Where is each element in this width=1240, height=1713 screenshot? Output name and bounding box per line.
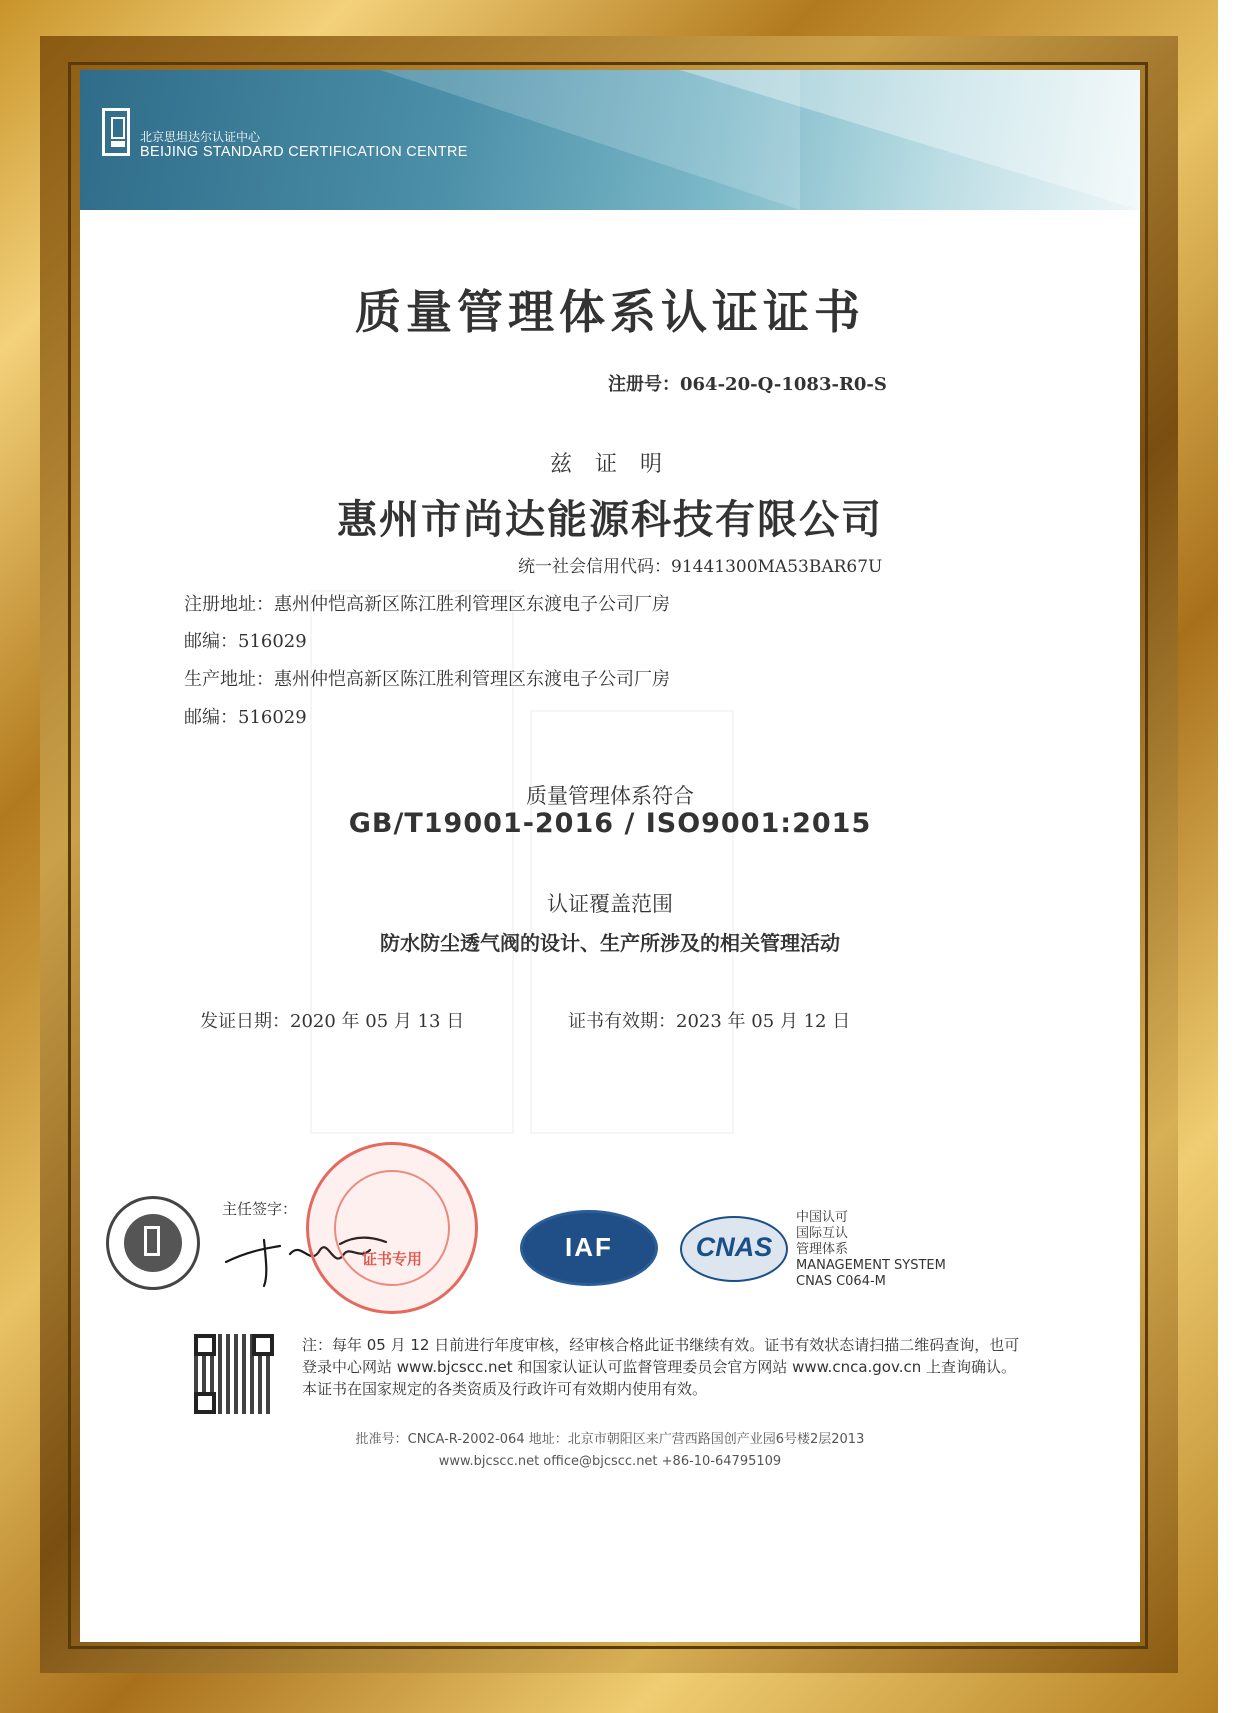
certify-label: 兹 证 明 <box>550 452 670 477</box>
validity-note: 注：每年 05 月 12 日前进行年度审核，经审核合格此证书继续有效。证书有效状态请扫描二维码查询，也可登录中心网站 www.bjcscc.net 和国家认证认可监督管理委员会官方网站 www.cnca.gov.cn 上查询确认。本证书在国家规定的各类资质及行政许可有效期内使用有效。 <box>302 1336 1020 1398</box>
cnas-logo-text: CNAS <box>695 1232 773 1262</box>
production-postcode: 邮编：516029 <box>184 707 307 728</box>
watermark-shape <box>530 710 734 1134</box>
issue-date: 发证日期：2020 年 05 月 13 日 <box>200 1011 465 1032</box>
standard-name: GB/T19001-2016 / ISO9001:2015 <box>348 808 872 839</box>
bscc-logo-icon <box>102 108 130 156</box>
bscc-seal-icon <box>124 1214 182 1272</box>
footer-contact: www.bjcscc.net office@bjcscc.net +86-10-64795109 <box>438 1454 782 1469</box>
banner-decoration <box>680 70 1140 210</box>
iaf-logo-text: IAF <box>565 1232 613 1262</box>
registered-address: 注册地址：惠州仲恺高新区陈江胜利管理区东渡电子公司厂房 <box>184 594 670 615</box>
registration-number: 注册号：064-20-Q-1083-R0-S <box>608 374 887 395</box>
credit-code: 统一社会信用代码：91441300MA53BAR67U <box>518 557 883 577</box>
cnas-line: MANAGEMENT SYSTEM <box>796 1258 946 1273</box>
org-name-en: BEIJING STANDARD CERTIFICATION CENTRE <box>140 144 468 160</box>
cnas-line: 国际互认 <box>796 1226 849 1241</box>
footer-address: 批准号：CNCA-R-2002-064 地址：北京市朝阳区来广营西路国创产业园6号楼2层2013 <box>355 1432 865 1447</box>
qr-finder <box>194 1334 216 1356</box>
production-address: 生产地址：惠州仲恺高新区陈江胜利管理区东渡电子公司厂房 <box>184 669 670 690</box>
seal-text: 证书专用 <box>361 1250 422 1268</box>
signature-label: 主任签字： <box>222 1200 298 1218</box>
valid-date: 证书有效期：2023 年 05 月 12 日 <box>568 1011 851 1032</box>
company-name: 惠州市尚达能源科技有限公司 <box>337 496 883 543</box>
certificate-paper <box>80 70 1140 1642</box>
cnas-info <box>796 1210 946 1290</box>
certificate-title: 质量管理体系认证证书 <box>355 285 865 339</box>
cnas-line: 管理体系 <box>796 1242 849 1257</box>
cnas-line: 中国认可 <box>796 1210 849 1225</box>
org-name-cn: 北京思坦达尔认证中心 <box>140 130 261 144</box>
scope-text: 防水防尘透气阀的设计、生产所涉及的相关管理活动 <box>380 931 840 955</box>
conform-label: 质量管理体系符合 <box>526 784 694 808</box>
scope-label: 认证覆盖范围 <box>547 892 673 916</box>
qr-finder <box>194 1392 216 1414</box>
cnas-line: CNAS C064-M <box>796 1274 886 1289</box>
registered-postcode: 邮编：516029 <box>184 631 307 652</box>
qr-finder <box>252 1334 274 1356</box>
